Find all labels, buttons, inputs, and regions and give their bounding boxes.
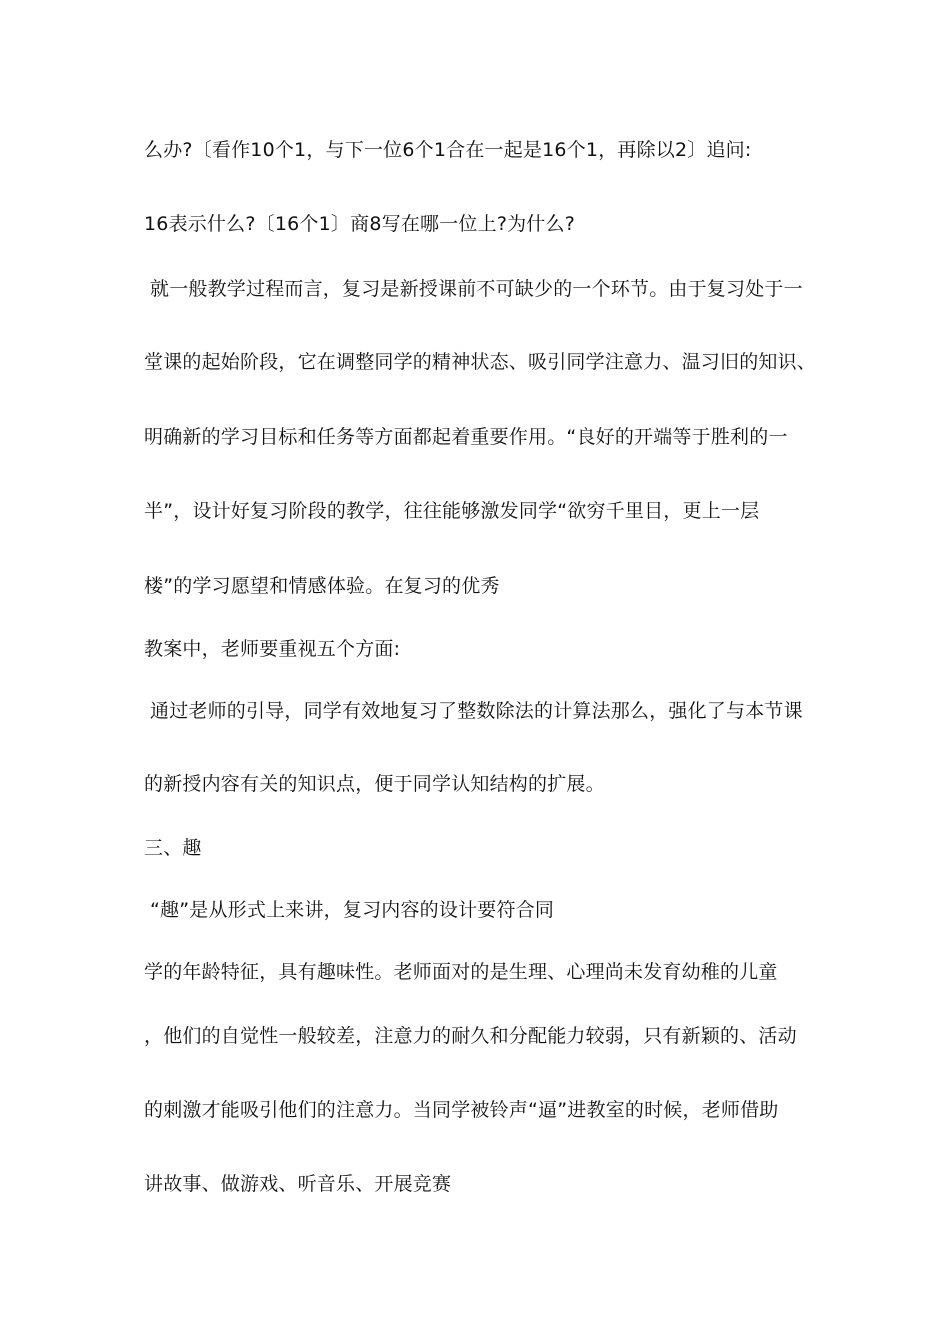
paragraph-line-8: 的新授内容有关的知识点，便于同学认知结构的扩展。	[144, 773, 605, 795]
paragraph-line-10: 学的年龄特征，具有趣味性。老师面对的是生理、心理尚未发育幼稚的儿童	[144, 961, 778, 983]
paragraph-line-4: 半”，设计好复习阶段的教学，往往能够激发同学“欲穷千里目，更上一层	[144, 500, 760, 522]
paragraph-line-9: “趣”是从形式上来讲，复习内容的设计要符合同	[150, 899, 555, 921]
section-heading: 三、趣	[144, 837, 202, 859]
text-line-1: 么办?〔看作10个1，与下一位6个1合在一起是16个1，再除以2〕追问:	[144, 139, 752, 161]
paragraph-line-7: 通过老师的引导，同学有效地复习了整数除法的计算法那么，强化了与本节课	[150, 700, 803, 722]
paragraph-line-13: 讲故事、做游戏、听音乐、开展竞赛	[144, 1173, 452, 1195]
paragraph-line-12: 的刺激才能吸引他们的注意力。当同学被铃声“逼”进教室的时候，老师借助	[144, 1099, 779, 1121]
paragraph-line-3: 明确新的学习目标和任务等方面都起着重要作用。“良好的开端等于胜利的一	[144, 426, 788, 448]
text-line-2: 16表示什么?〔16个1〕商8写在哪一位上?为什么?	[144, 213, 575, 235]
paragraph-line-1: 就一般教学过程而言，复习是新授课前不可缺少的一个环节。由于复习处于一	[150, 278, 803, 300]
paragraph-line-11: ，他们的自觉性一般较差，注意力的耐久和分配能力较弱，只有新颖的、活动	[144, 1025, 797, 1047]
paragraph-line-5: 楼”的学习愿望和情感体验。在复习的优秀	[144, 575, 500, 597]
paragraph-line-2: 堂课的起始阶段，它在调整同学的精神状态、吸引同学注意力、温习旧的知识、	[144, 351, 817, 373]
paragraph-line-6: 教案中，老师要重视五个方面:	[144, 638, 401, 660]
